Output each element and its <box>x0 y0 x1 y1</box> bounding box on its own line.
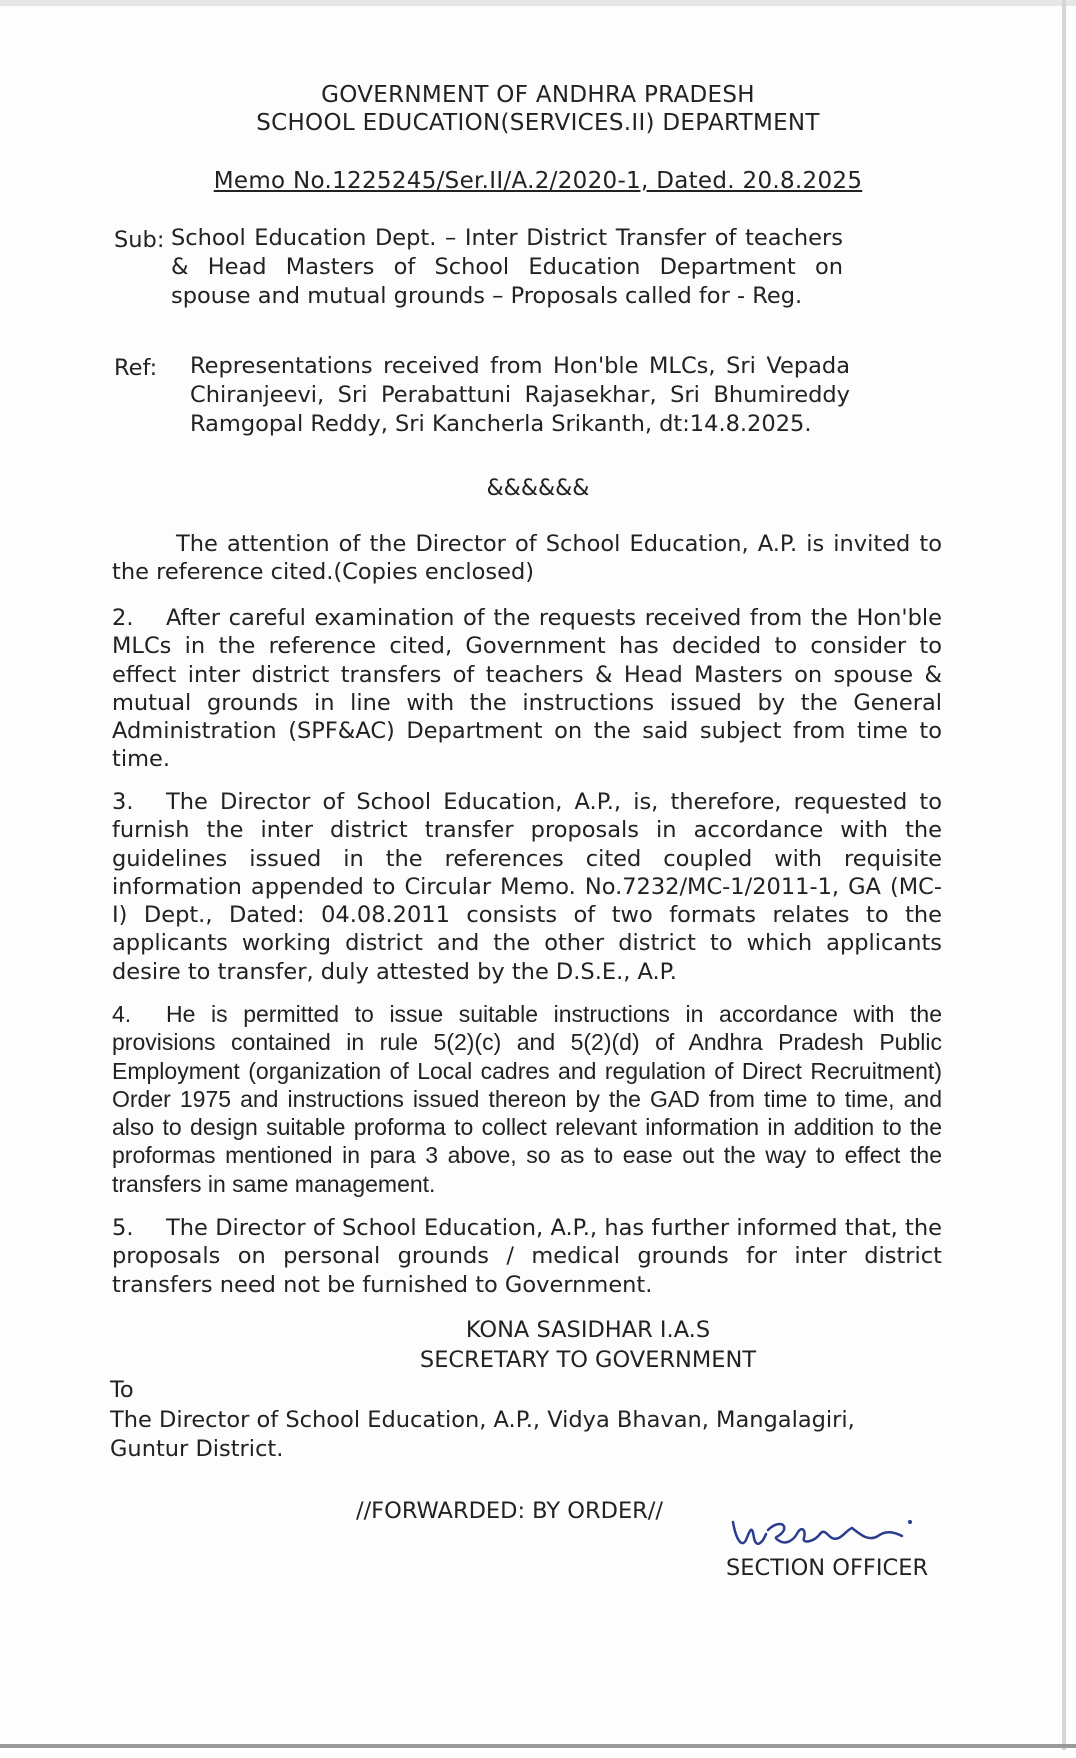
paragraph-4-number: 4. <box>112 1001 132 1027</box>
paragraph-3 <box>112 788 942 986</box>
reference-label: Ref: <box>114 355 158 381</box>
memo-number: Memo No.1225245/Ser.II/A.2/2020-1, Dated. 20.8.2025 <box>213 168 863 194</box>
handwritten-signature <box>728 1500 928 1560</box>
forwarded-by-order: //FORWARDED: BY ORDER// <box>356 1498 663 1524</box>
scan-right-edge <box>1062 0 1066 1750</box>
signatory-title: SECRETARY TO GOVERNMENT <box>419 1347 757 1373</box>
addressee-address: The Director of School Education, A.P., Vidya Bhavan, Mangalagiri, Guntur District. <box>110 1407 855 1462</box>
section-separator: &&&&&& <box>486 476 590 501</box>
signatory-name: KONA SASIDHAR I.A.S <box>465 1317 711 1343</box>
paragraph-2-text: After careful examination of the requests received from the Hon'ble MLCs in the reference cited, Government has decided to consider to effect inter district transfers of teachers & Head Masters on spouse & mutual grounds in line with the instructions issued by the General Administration (SPF&AC) Department on the said subject from time to time. <box>112 605 942 773</box>
paragraph-5-number: 5. <box>112 1215 134 1241</box>
subject-text: School Education Dept. – Inter District Transfer of teachers & Head Masters of School Education Department on spouse and mutual grounds – Proposals called for - Reg. <box>171 225 843 309</box>
subject-label: Sub: <box>114 227 165 253</box>
government-heading: GOVERNMENT OF ANDHRA PRADESH <box>321 82 755 108</box>
addressee-label: To <box>110 1377 134 1403</box>
paragraph-2 <box>112 604 942 774</box>
scan-top-edge <box>0 0 1076 6</box>
paragraph-5 <box>112 1214 942 1299</box>
department-heading: SCHOOL EDUCATION(SERVICES.II) DEPARTMENT <box>256 110 820 136</box>
paragraph-1: The attention of the Director of School Education, A.P. is invited to the reference cited.(Copies enclosed) <box>112 531 942 586</box>
section-officer-label: SECTION OFFICER <box>726 1555 929 1581</box>
paragraph-4-text: He is permitted to issue suitable instructions in accordance with the provisions contained in rule 5(2)(c) and 5(2)(d) of Andhra Pradesh Public Employment (organization of Local cadres and regulation of Direct Recruitment) Order 1975 and instructions issued thereon by the GAD from time to time, and also to design suitable proforma to collect relevant information in addition to the proformas mentioned in para 3 above, so as to ease out the way to effect the transfers in same management. <box>112 1001 942 1197</box>
scan-bottom-edge <box>0 1744 1076 1748</box>
paragraph-2-number: 2. <box>112 605 134 631</box>
reference-text: Representations received from Hon'ble MLCs, Sri Vepada Chiranjeevi, Sri Perabattuni Rajasekhar, Sri Bhumireddy Ramgopal Reddy, Sri Kancherla Srikanth, dt:14.8.2025. <box>190 353 850 437</box>
paragraph-3-number: 3. <box>112 789 134 815</box>
paragraph-5-text: The Director of School Education, A.P., has further informed that, the proposals on personal grounds / medical grounds for inter district transfers need not be furnished to Government. <box>112 1215 942 1298</box>
paragraph-4 <box>112 1000 942 1198</box>
paragraph-3-text: The Director of School Education, A.P., is, therefore, requested to furnish the inter district transfer proposals in accordance with the guidelines issued in the references cited coupled with requisite information appended to Circular Memo. No.7232/MC-1/2011-1, GA (MC-I) Dept., Dated: 04.08.2011 consists of two formats relates to the applicants working district and the other district to which applicants desire to transfer, duly attested by the D.S.E., A.P. <box>112 789 942 985</box>
